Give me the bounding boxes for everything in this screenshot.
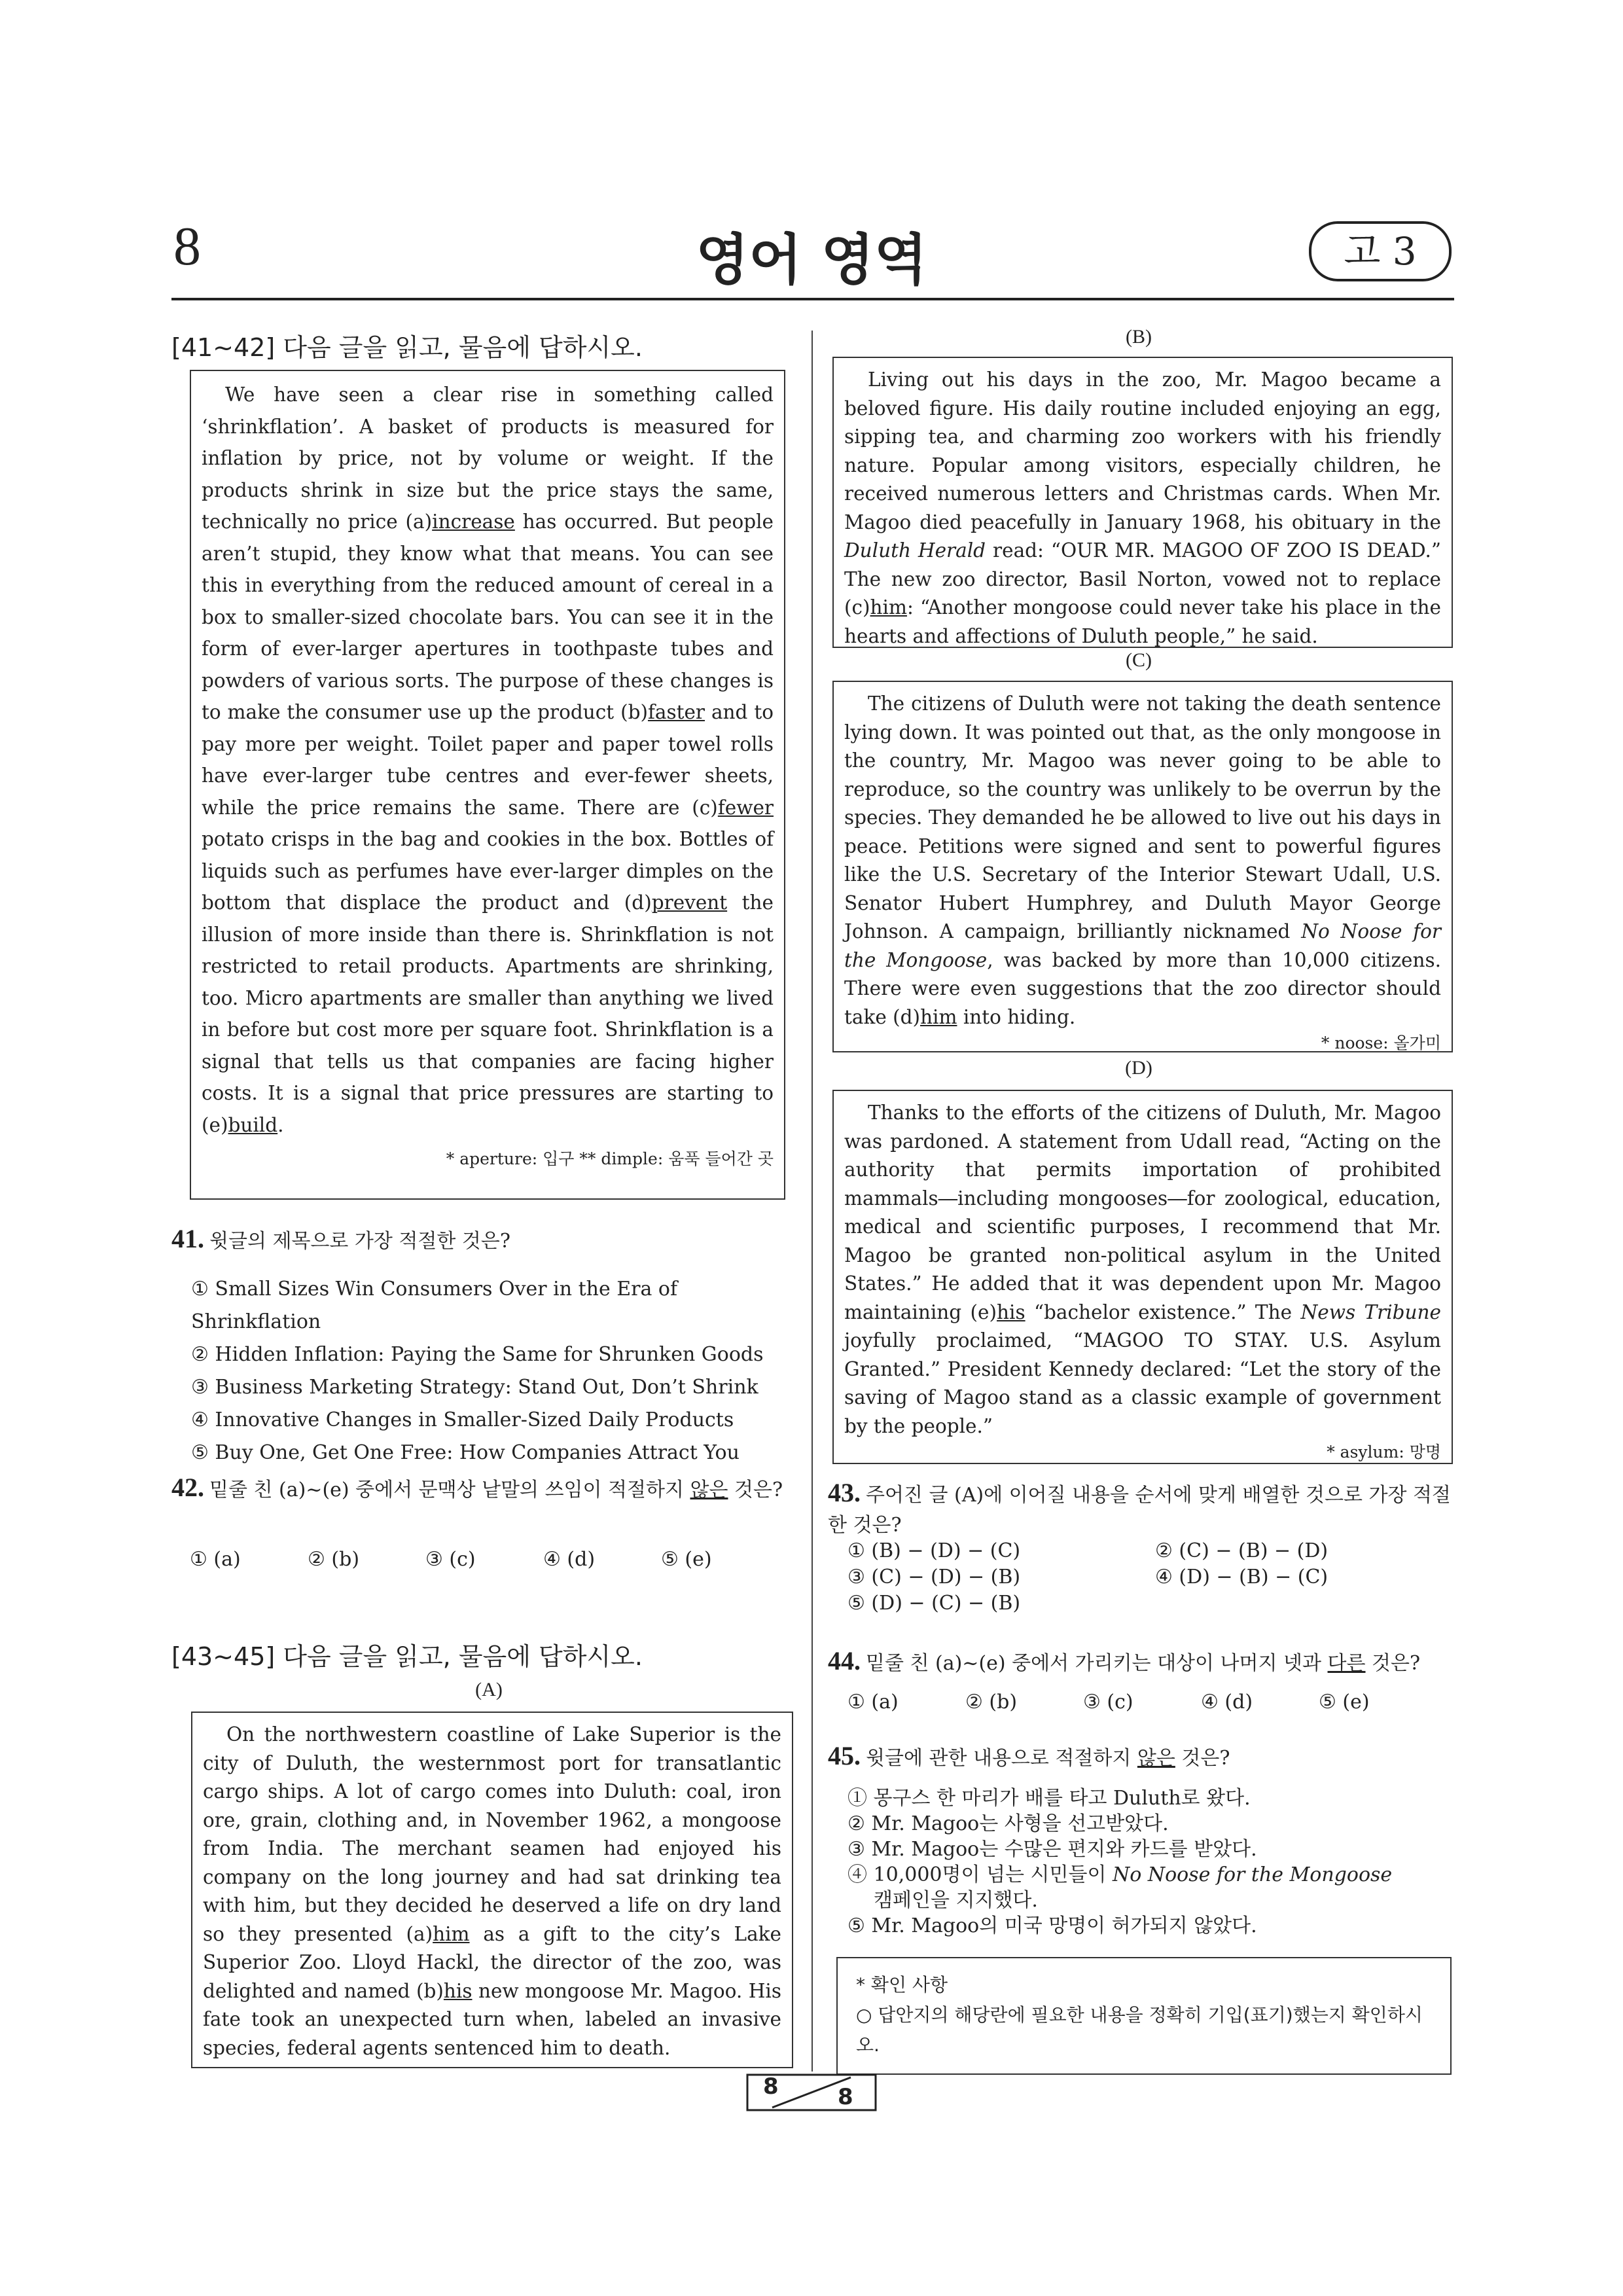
question-42: 42. 밑줄 친 (a)~(e) 중에서 문맥상 낱말의 쓰임이 적절하지 않은 것은?	[171, 1473, 783, 1502]
q41-option-2[interactable]: ② Hidden Inflation: Paying the Same for Shrunken Goods	[191, 1343, 764, 1366]
underline-e: build	[228, 1113, 278, 1136]
question-44-number: 44.	[828, 1646, 861, 1676]
notice-box	[836, 1957, 1452, 2075]
question-44-options	[847, 1687, 1450, 1717]
label-d: (D)	[1125, 1057, 1152, 1079]
q45-option-3[interactable]: ③ Mr. Magoo는 수많은 편지와 카드를 받았다.	[847, 1838, 1257, 1861]
set-43-45-heading: [43~45] 다음 글을 읽고, 물음에 답하시오.	[171, 1642, 643, 1671]
question-41-number: 41.	[171, 1224, 204, 1253]
q44-option-4[interactable]: ④ (d)	[1201, 1691, 1253, 1713]
question-42-options	[190, 1545, 779, 1575]
label-b: (B)	[1126, 326, 1152, 348]
q43-option-3[interactable]: ③ (C) − (D) − (B)	[847, 1566, 1021, 1588]
q41-option-1[interactable]: ① Small Sizes Win Consumers Over in the Era of Shrinkflation	[191, 1278, 678, 1333]
q45-option-4[interactable]: ④ 10,000명이 넘는 시민들이 No Noose for the Mongoose 캠페인을 지지했다.	[847, 1863, 1393, 1912]
q41-option-4[interactable]: ④ Innovative Changes in Smaller-Sized Daily Products	[191, 1408, 734, 1431]
q41-option-3[interactable]: ③ Business Marketing Strategy: Stand Out, Don’t Shrink	[191, 1376, 758, 1399]
passage-b	[832, 357, 1453, 648]
page-total: 8	[838, 2084, 853, 2110]
question-41-text: 윗글의 제목으로 가장 적절한 것은?	[209, 1230, 510, 1253]
q44-option-5[interactable]: ⑤ (e)	[1319, 1691, 1370, 1713]
underline-a: increase	[432, 511, 515, 533]
footnote-asylum: * asylum: 망명	[1327, 1443, 1441, 1462]
question-43-text: 주어진 글 (A)에 이어질 내용을 순서에 맞게 배열한 것으로 가장 적절한 것은?	[828, 1484, 1451, 1537]
question-43-number: 43.	[828, 1478, 861, 1507]
passage-d-text: Thanks to the efforts of the citizens of Duluth, Mr. Magoo was pardoned. A statement from Udall read, “Acting on the authority that permits importation of prohibited mammals―including mongooses―for zoological, education, medical and scientific purposes, I recommend that Mr. Magoo be granted non-political asylum in the United States.” He added that it was dependent upon Mr. Magoo maintaining (e)his “bachelor existence.” The News Tribune joyfully proclaimed, “MAGOO TO STAY. U.S. Asylum Granted.” President Kennedy declared: “Let the story of the saving of Magoo stand as a classic example of government by the people.”	[844, 1102, 1442, 1437]
q45-option-2[interactable]: ② Mr. Magoo는 사형을 선고받았다.	[847, 1812, 1169, 1835]
page-number: 8	[173, 216, 201, 277]
question-41	[171, 1224, 800, 1257]
q42-option-5[interactable]: ⑤ (e)	[661, 1548, 712, 1571]
underline-d: prevent	[651, 891, 728, 914]
q42-option-3[interactable]: ③ (c)	[425, 1548, 476, 1571]
q42-option-1[interactable]: ① (a)	[190, 1548, 241, 1571]
subject-title: 영어 영역	[696, 228, 927, 292]
q44-option-2[interactable]: ② (b)	[965, 1691, 1018, 1713]
q45-option-1[interactable]: ① 몽구스 한 마리가 배를 타고 Duluth로 왔다.	[847, 1787, 1251, 1810]
question-43	[828, 1478, 1456, 1541]
column-divider	[812, 331, 813, 2072]
question-45-options	[847, 1785, 1456, 1939]
question-45-number: 45.	[828, 1741, 861, 1770]
underline-c: fewer	[717, 796, 774, 819]
q43-option-2[interactable]: ② (C) − (B) − (D)	[1155, 1539, 1329, 1562]
notice-body: ○ 답안지의 해당란에 필요한 내용을 정확히 기입(표기)했는지 확인하시오.	[856, 2004, 1423, 2056]
footnote-noose: * noose: 올가미	[1321, 1033, 1441, 1052]
passage-c-text: The citizens of Duluth were not taking the death sentence lying down. It was pointed out that, as the only mongoose in the country, Mr. Magoo was never going to be able to reproduce, so the country was unlikely to be overrun by the species. They demanded he be allowed to live out his days in peace. Petitions were signed and sent to powerful figures like the U.S. Secretary of the Interior Stewart Udall, U.S. Senator Hubert Humphrey, and Duluth Mayor George Johnson. A campaign, brilliantly nicknamed No Noose for the Mongoose, was backed by more than 10,000 citizens. There were even suggestions that the zoo director should take (d)him into hiding.	[844, 692, 1441, 1028]
set-41-42-heading: [41~42] 다음 글을 읽고, 물음에 답하시오.	[171, 333, 643, 362]
page-indicator	[746, 2073, 877, 2111]
q42-option-2[interactable]: ② (b)	[308, 1548, 360, 1571]
q42-option-4[interactable]: ④ (d)	[543, 1548, 596, 1571]
passage-a	[191, 1712, 793, 2068]
passage-41-42-text: We have seen a clear rise in something called ‘shrinkflation’. A basket of products is measured for inflation by price, not by volume or weight. If the products shrink in size but the price stays the same, technically no price (a)increase has occurred. But people aren’t stupid, they know what that means. You can see this in everything from the reduced amount of cereal in a box to smaller-sized chocolate bars. You can see it in the form of ever-larger apertures in toothpaste tubes and powders of various sorts. The purpose of these changes is to make the consumer use up the product (b)faster and to pay more per weight. Toilet paper and paper towel rolls have ever-larger tube centres and ever-fewer sheets, while the price remains the same. There are (c)fewer potato crisps in the bag and cookies in the box. Bottles of liquids such as perfumes have ever-larger dimples on the bottom that displace the product and (d)prevent the illusion of more inside than there is. Shrinkflation is not restricted to retail products. Apartments are shrinking, too. Micro apartments are smaller than anything we lived in before but cost more per square foot. Shrinkflation is a signal that tells us that companies are facing higher costs. It is a signal that price pressures are starting to (e)build.	[202, 384, 774, 1136]
q43-option-1[interactable]: ① (B) − (D) − (C)	[847, 1539, 1021, 1562]
page-current: 8	[763, 2073, 779, 2100]
passage-c	[832, 681, 1453, 1052]
passage-d	[832, 1090, 1453, 1464]
q41-option-5[interactable]: ⑤ Buy One, Get One Free: How Companies Attract You	[191, 1441, 740, 1464]
passage-b-text: Living out his days in the zoo, Mr. Magoo became a beloved figure. His daily routine included enjoying an egg, sipping tea, and charming zoo workers with his friendly nature. Popular among visitors, especially children, he received numerous letters and Christmas cards. When Mr. Magoo died peacefully in January 1968, his obituary in the Duluth Herald read: “OUR MR. MAGOO OF ZOO IS DEAD.” The new zoo director, Basil Norton, vowed not to replace (c)him: “Another mongoose could never take his place in the hearts and affections of Duluth people,” he said.	[844, 368, 1442, 647]
label-a: (A)	[475, 1679, 503, 1700]
question-41-options	[191, 1273, 806, 1469]
question-43-options	[847, 1538, 1450, 1617]
q45-option-5[interactable]: ⑤ Mr. Magoo의 미국 망명이 허가되지 않았다.	[847, 1914, 1257, 1937]
q44-option-3[interactable]: ③ (c)	[1083, 1691, 1133, 1713]
header-rule	[171, 298, 1454, 300]
passage-41-42	[190, 370, 785, 1200]
footnote-aperture: * aperture: 입구 ** dimple: 움푹 들어간 곳	[446, 1149, 774, 1168]
notice-title: * 확인 사항	[856, 1974, 948, 1996]
label-c: (C)	[1126, 649, 1152, 671]
q43-option-5[interactable]: ⑤ (D) − (C) − (B)	[847, 1592, 1021, 1615]
question-45: 45. 윗글에 관한 내용으로 적절하지 않은 것은?	[828, 1741, 1230, 1770]
question-44: 44. 밑줄 친 (a)~(e) 중에서 가리키는 대상이 나머지 넷과 다른 것은?	[828, 1646, 1421, 1676]
grade-badge: 고 3	[1309, 221, 1452, 281]
passage-a-text: On the northwestern coastline of Lake Superior is the city of Duluth, the westernmost port for transatlantic cargo ships. A lot of cargo comes into Duluth: coal, iron ore, grain, clothing and, in November 1962, a mongoose from India. The merchant seamen had enjoyed his company on the long journey and had sat drinking tea with him, but they decided he deserved a life on dry land so they presented (a)him as a gift to the city’s Lake Superior Zoo. Lloyd Hackl, the director of the zoo, was delighted and named (b)his new mongoose Mr. Magoo. His fate took an unexpected turn when, labeled an invasive species, federal agents sentenced him to death.	[203, 1723, 781, 2059]
q43-option-4[interactable]: ④ (D) − (B) − (C)	[1155, 1566, 1329, 1588]
question-42-number: 42.	[171, 1473, 204, 1502]
q44-option-1[interactable]: ① (a)	[847, 1691, 899, 1713]
underline-b: faster	[647, 701, 705, 723]
